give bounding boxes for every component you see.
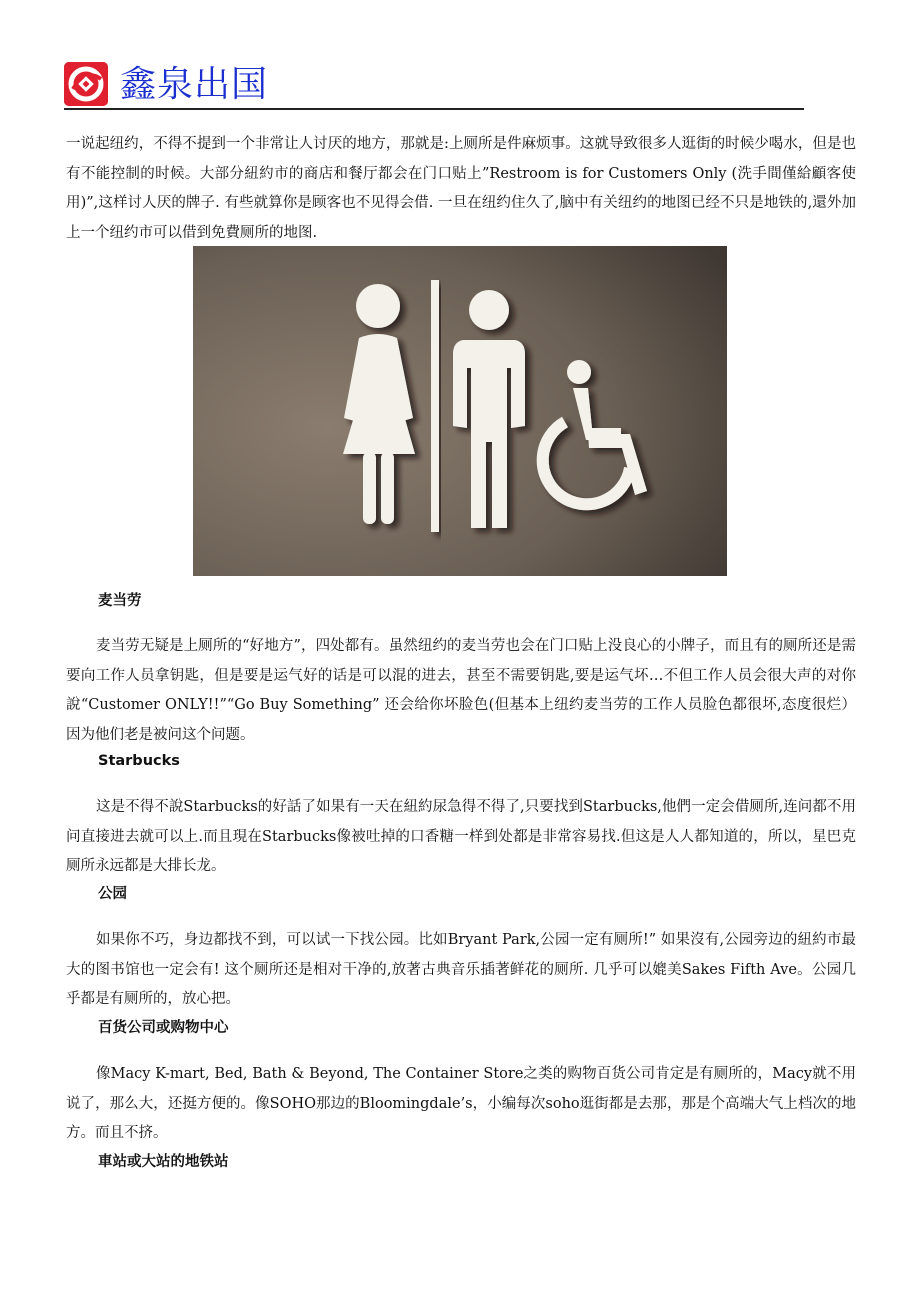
section-heading: 車站或大站的地铁站	[98, 1154, 229, 1170]
page-header	[64, 62, 804, 110]
brand-name: 鑫泉出国	[120, 64, 269, 105]
section-body: 麦当劳无疑是上厕所的“好地方”，四处都有。虽然纽约的麦当劳也会在门口贴上没良心的小牌子，而且有的厕所还是需要向工作人员拿钥匙，但是要是运气好的话是可以混的进去，甚至不需要钥匙,要是运气坏…不但工作人员会很大声的对你說“Customer ONLY!!”“Go Buy Something” 还会给你坏脸色(但基本上纽约麦当劳的工作人员脸色都很坏,态度很烂）因为他们老是被问这个问题。	[66, 638, 856, 743]
red-swirl-logo-icon	[64, 62, 108, 106]
section-body: 如果你不巧，身边都找不到，可以试一下找公园。比如Bryant Park,公园一定有厕所!” 如果沒有,公园旁边的紐約市最大的图书馆也一定会有! 这个厕所还是相对干净的,放著古典音乐插著鲜花的厕所. 几乎可以媲美Sakes Fifth Ave。公园几乎都是有厕所的，放心把。	[66, 932, 856, 1007]
restroom-sign-photo	[193, 246, 727, 576]
section-heading: 百货公司或购物中心	[98, 1020, 229, 1036]
header-divider	[64, 108, 804, 110]
intro-paragraph: 一说起纽约，不得不提到一个非常让人讨厌的地方，那就是:上厕所是件麻烦事。这就导致很多人逛街的时候少喝水，但是也有不能控制的时候。大部分紐約市的商店和餐厅都会在门口贴上”Restroom is for Customers Only (洗手間僅給顧客使用)”,这样讨人厌的牌子. 有些就算你是顾客也不见得会借. 一旦在纽约住久了,脑中有关纽约的地图已经不只是地铁的,還外加上一个纽约市可以借到免費厕所的地图.	[66, 136, 856, 241]
divider-bar	[431, 280, 439, 532]
section-body: 像Macy K-mart, Bed, Bath & Beyond, The Container Store之类的购物百货公司肯定是有厕所的，Macy就不用说了，那么大，还挺方便的。像SOHO那边的Bloomingdale’s，小编每次soho逛街都是去那，那是个高端大气上档次的地方。而且不挤。	[66, 1066, 856, 1141]
section-body: 这是不得不說Starbucks的好話了如果有一天在紐約尿急得不得了,只要找到Starbucks,他們一定会借厕所,连问都不用问直接进去就可以上.而且現在Starbucks像被吐掉的口香糖一样到处都是非常容易找.但这是人人都知道的，所以，星巴克厕所永远都是大排长龙。	[66, 799, 856, 874]
section-heading: 麦当劳	[98, 593, 142, 609]
section-heading: Starbucks	[98, 753, 180, 769]
section-heading: 公园	[98, 886, 127, 902]
